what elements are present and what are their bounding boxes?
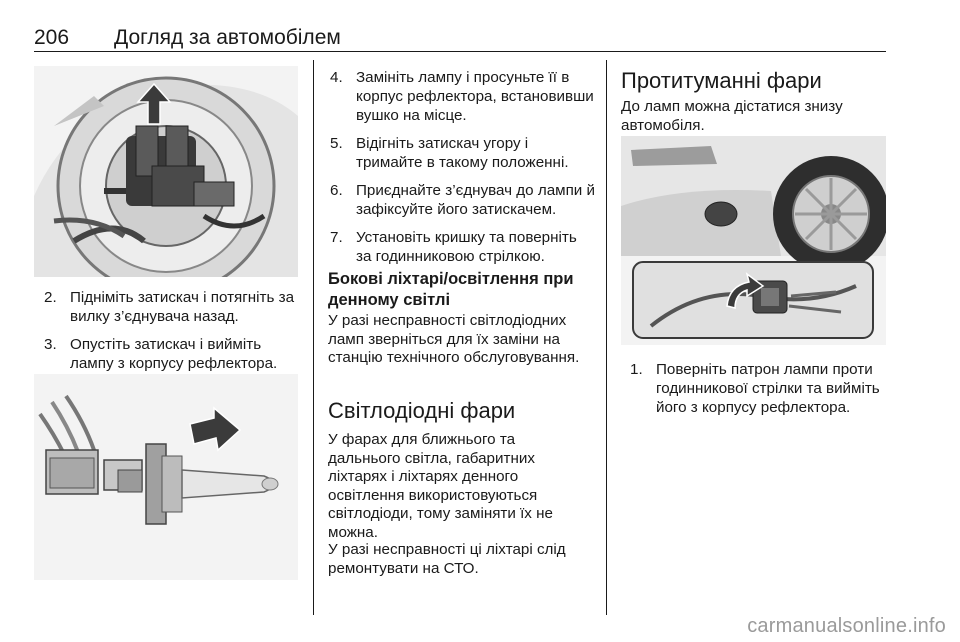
- steps-list-col3: [630, 360, 890, 426]
- list-item: 1. Поверніть патрон лампи проти годинникової стрілки та вийміть його з корпусу рефлектора.: [630, 361, 880, 416]
- fog-lamp-figure: [621, 136, 886, 345]
- fog-lights-intro: До ламп можна дістатися знизу автомобіля.: [621, 98, 843, 134]
- list-item: 2. Підніміть затискач і потягніть за вилку з’єднувача назад.: [44, 289, 295, 325]
- fog-lights-heading: Протитуманні фари: [621, 68, 822, 93]
- page-title: Догляд за автомобілем: [114, 26, 341, 49]
- list-item: 5. Відігніть затискач угору і тримайте в такому положенні.: [330, 135, 569, 171]
- list-item: 4. Замініть лампу і просуньте її в корпус рефлектора, встановивши вушко на місце.: [330, 69, 594, 124]
- list-item: 6. Приєднайте з’єднувач до лампи й зафіксуйте його затискачем.: [330, 182, 595, 218]
- led-lights-text: У фарах для ближнього та дальнього світла, габаритних ліхтарях і ліхтарях денного освітлення використовуються світлодіоди, тому заміняти їх не можна.: [328, 431, 553, 541]
- column-divider-right: [606, 60, 607, 615]
- page-number: 206: [34, 26, 70, 49]
- list-item: 7. Установіть кришку та поверніть за годинниковою стрілкою.: [330, 229, 577, 265]
- steps-list-col1: [44, 288, 306, 382]
- watermark: carmanualsonline.info: [747, 615, 946, 637]
- column-divider-left: [313, 60, 314, 615]
- steps-list-col2: [330, 68, 595, 275]
- led-lights-service-text: У разі несправності ці ліхтарі слід ремонтувати на СТО.: [328, 541, 566, 577]
- bulb-and-connector-figure: [34, 374, 298, 580]
- page-header: [34, 26, 886, 52]
- side-lights-text: У разі несправності світлодіодних ламп зверніться для їх заміни на станцію технічного обслуговування.: [328, 312, 580, 366]
- led-lights-heading: Світлодіодні фари: [328, 398, 516, 423]
- list-item: 3. Опустіть затискач і вийміть лампу з корпусу рефлектора.: [44, 336, 278, 372]
- headlamp-housing-figure: [34, 66, 298, 277]
- side-lights-heading: Бокові ліхтарі/освітлення при денному світлі: [328, 270, 574, 309]
- header-divider: [34, 51, 886, 52]
